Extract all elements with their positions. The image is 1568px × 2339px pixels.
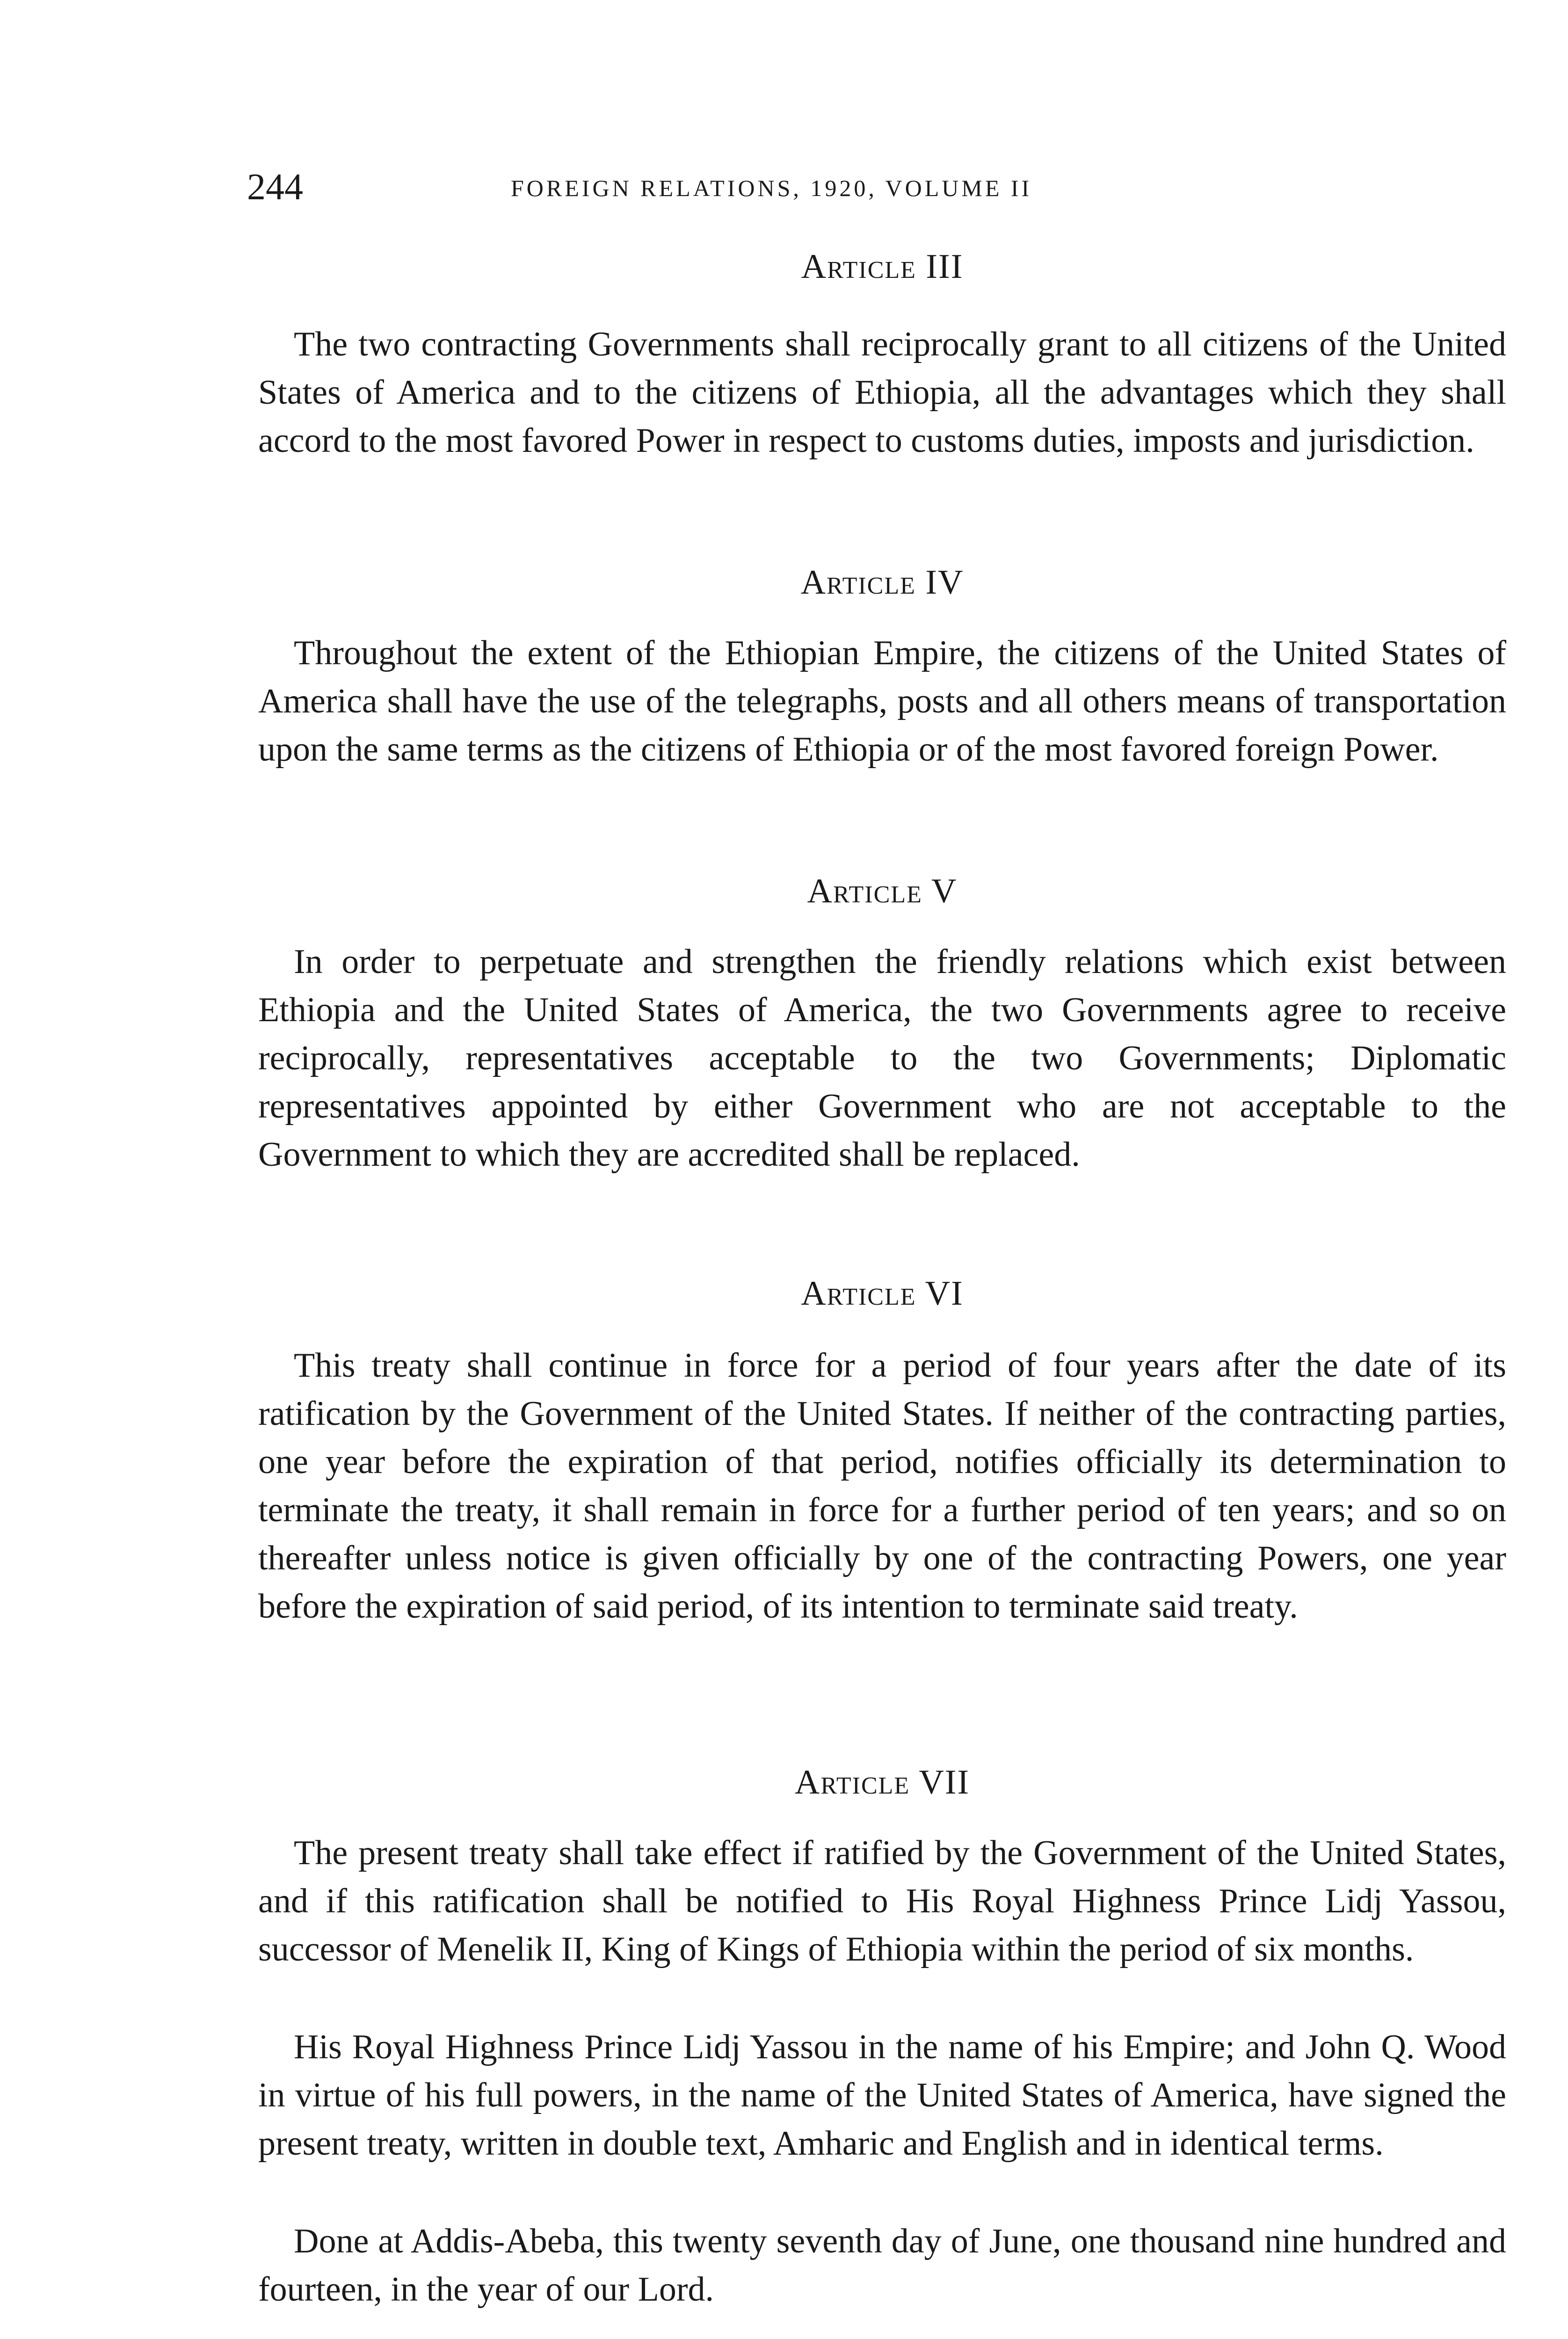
running-head xyxy=(247,166,1506,208)
article-iii-paragraph: The two contracting Governments shall reciprocally grant to all citizens of the United States of America and to the citizens of Ethiopia, all the advantages which they shall accord to the most favored Power in respect to customs duties, imposts and jurisdiction. xyxy=(258,325,1506,460)
article-heading-vii: Article VII xyxy=(794,1763,970,1801)
article-vii-paragraph-1: The present treaty shall take effect if ratified by the Government of the United States, and if this ratification shall be notified to His Royal Highness Prince Lidj Yassou, successor of Menelik II, King of Kings of Ethiopia within the period of six months. xyxy=(258,1834,1506,1969)
article-heading-v: Article V xyxy=(807,872,958,910)
article-vii-paragraph-3: Done at Addis-Abeba, this twenty seventh day of June, one thousand nine hundred and fourteen, in the year of our Lord. xyxy=(258,2222,1506,2309)
article-vi-paragraph: This treaty shall continue in force for a period of four years after the date of its ratification by the Government of the United States. If neither of the contracting parties, one year before the expiration of that period, notifies officially its determination to terminate the treaty, it shall remain in force for a further period of ten years; and so on thereafter unless notice is given officially by one of the contracting Powers, one year before the expiration of said period, of its intention to terminate said treaty. xyxy=(258,1346,1506,1626)
running-head-title: FOREIGN RELATIONS, 1920, VOLUME II xyxy=(511,175,1032,201)
article-heading-vi: Article VI xyxy=(801,1274,964,1313)
article-iv-paragraph: Throughout the extent of the Ethiopian Empire, the citizens of the United States of America shall have the use of the telegraphs, posts and all others means of transportation upon the same terms as the citizens of Ethiopia or of the most favored foreign Power. xyxy=(258,634,1506,769)
article-v-paragraph: In order to perpetuate and strengthen the friendly relations which exist between Ethiopia and the United States of America, the two Governments agree to receive reciprocally, representatives acceptable to the two Governments; Diplomatic representatives appointed by either Government who are not acceptable to the Government to which they are accredited shall be replaced. xyxy=(258,943,1506,1174)
article-heading-iv: Article IV xyxy=(800,563,964,602)
article-vii-paragraph-2: His Royal Highness Prince Lidj Yassou in the name of his Empire; and John Q. Wood in virtue of his full powers, in the name of the United States of America, have signed the present treaty, written in double text, Amharic and English and in identical terms. xyxy=(258,2028,1506,2163)
page-number: 244 xyxy=(247,167,303,208)
article-heading-iii: Article III xyxy=(801,247,964,286)
